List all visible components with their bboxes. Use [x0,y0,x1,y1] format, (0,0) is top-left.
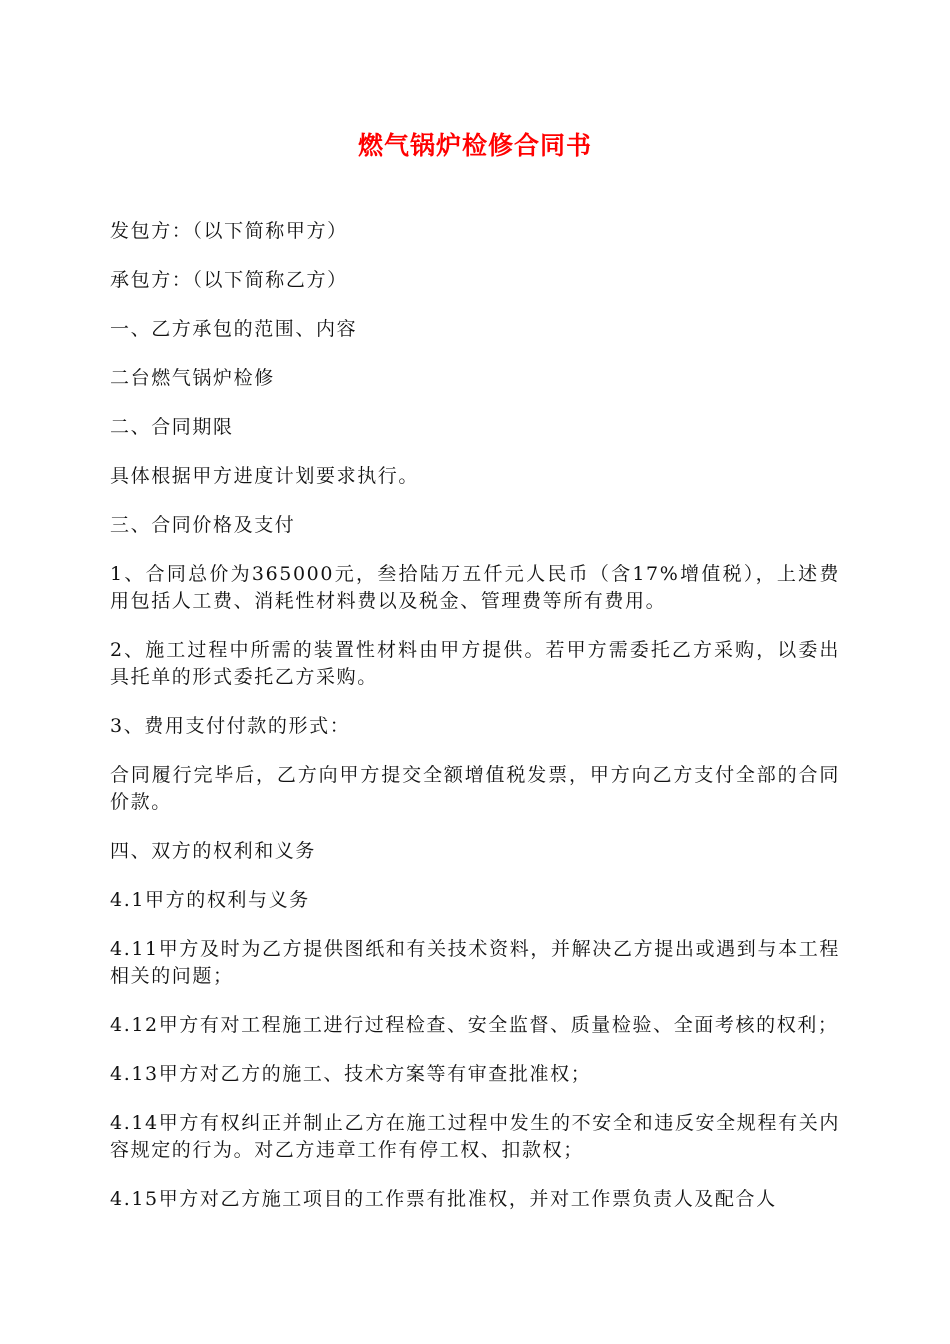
paragraph: 合同履行完毕后，乙方向甲方提交全额增值税发票，甲方向乙方支付全部的合同价款。 [110,764,840,813]
section-heading: 四、双方的权利和义务 [110,840,317,862]
paragraph: 4.11甲方及时为乙方提供图纸和有关技术资料，并解决乙方提出或遇到与本工程相关的问题； [110,938,840,987]
paragraph: 发包方：（以下简称甲方） [110,220,348,242]
paragraph: 具体根据甲方进度计划要求执行。 [110,465,420,487]
paragraph: 二台燃气锅炉检修 [110,367,275,389]
paragraph: 4.12甲方有对工程施工进行过程检查、安全监督、质量检验、全面考核的权利； [110,1014,839,1036]
paragraph: 4.14甲方有权纠正并制止乙方在施工过程中发生的不安全和违反安全规程有关内容规定的行为。对乙方违章工作有停工权、扣款权； [110,1112,840,1161]
section-heading: 三、合同价格及支付 [110,514,296,536]
document-title: 燃气锅炉检修合同书 [357,131,592,160]
paragraph: 1、合同总价为365000元，叁拾陆万五仟元人民币（含17%增值税），上述费用包括人工费、消耗性材料费以及税金、管理费等所有费用。 [110,563,840,612]
document-body [110,218,840,1235]
section-heading: 一、乙方承包的范围、内容 [110,318,358,340]
paragraph: 2、施工过程中所需的装置性材料由甲方提供。若甲方需委托乙方采购，以委出具托单的形式委托乙方采购。 [110,639,840,688]
section-heading: 二、合同期限 [110,416,234,438]
paragraph: 4.15甲方对乙方施工项目的工作票有批准权，并对工作票负责人及配合人 [110,1188,777,1210]
subsection-heading: 4.1甲方的权利与义务 [110,889,310,911]
paragraph: 4.13甲方对乙方的施工、技术方案等有审查批准权； [110,1063,592,1085]
paragraph: 承包方：（以下简称乙方） [110,269,348,291]
paragraph: 3、费用支付付款的形式： [110,715,351,737]
